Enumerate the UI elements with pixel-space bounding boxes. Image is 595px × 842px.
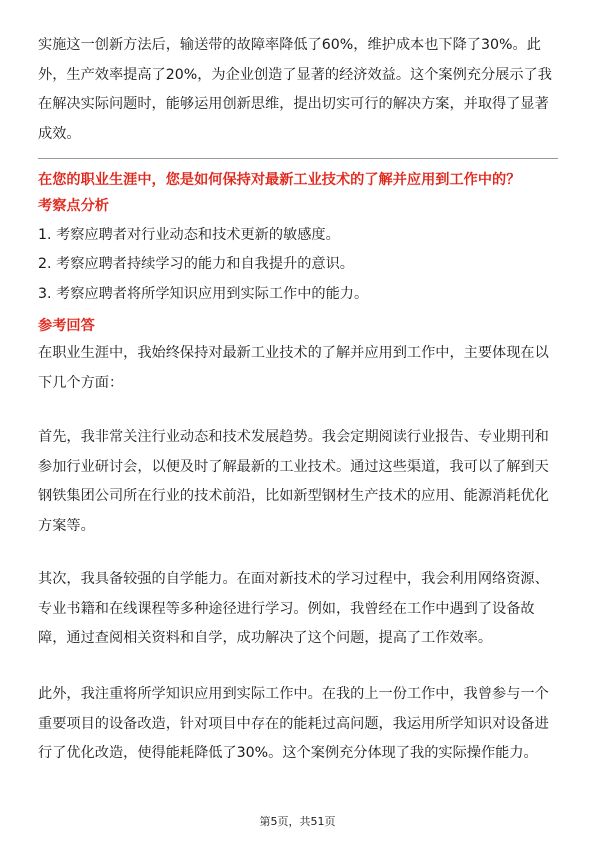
analysis-item: 3. 考察应聘者将所学知识应用到实际工作中的能力。 xyxy=(38,286,369,302)
analysis-item: 1. 考察应聘者对行业动态和技术更新的敏感度。 xyxy=(38,227,340,243)
answer-heading: 参考回答 xyxy=(38,318,95,334)
answer-paragraph: 首先，我非常关注行业动态和技术发展趋势。我会定期阅读行业报告、专业期刊和参加行业研讨会，以便及时了解最新的工业技术。通过这些渠道，我可以了解到天钢铁集团公司所在行业的技术前沿，比如新型钢材生产技术的应用、能源消耗优化方案等。 xyxy=(38,429,549,534)
page-number: 第5页，共51页 xyxy=(259,815,336,828)
analysis-heading: 考察点分析 xyxy=(38,198,109,214)
answer-paragraph: 此外，我注重将所学知识应用到实际工作中。在我的上一份工作中，我曾参与一个重要项目的设备改造，针对项目中存在的能耗过高问题，我运用所学知识对设备进行了优化改造，使得能耗降低了30%。这个案例充分体现了我的实际操作能力。 xyxy=(38,686,549,761)
analysis-item: 2. 考察应聘者持续学习的能力和自我提升的意识。 xyxy=(38,256,354,272)
question-title: 在您的职业生涯中，您是如何保持对最新工业技术的了解并应用到工作中的？ xyxy=(38,172,521,188)
answer-paragraph: 在职业生涯中，我始终保持对最新工业技术的了解并应用到工作中，主要体现在以下几个方面： xyxy=(38,345,549,391)
intro-paragraph: 实施这一创新方法后，输送带的故障率降低了60%，维护成本也下降了30%。此外，生产效率提高了20%，为企业创造了显著的经济效益。这个案例充分展示了我在解决实际问题时，能够运用创新思维，提出切实可行的解决方案，并取得了显著成效。 xyxy=(38,37,552,142)
section-divider xyxy=(38,158,558,159)
answer-paragraph: 其次，我具备较强的自学能力。在面对新技术的学习过程中，我会利用网络资源、专业书籍和在线课程等多种途径进行学习。例如，我曾经在工作中遇到了设备故障，通过查阅相关资料和自学，成功解决了这个问题，提高了工作效率。 xyxy=(38,571,549,646)
